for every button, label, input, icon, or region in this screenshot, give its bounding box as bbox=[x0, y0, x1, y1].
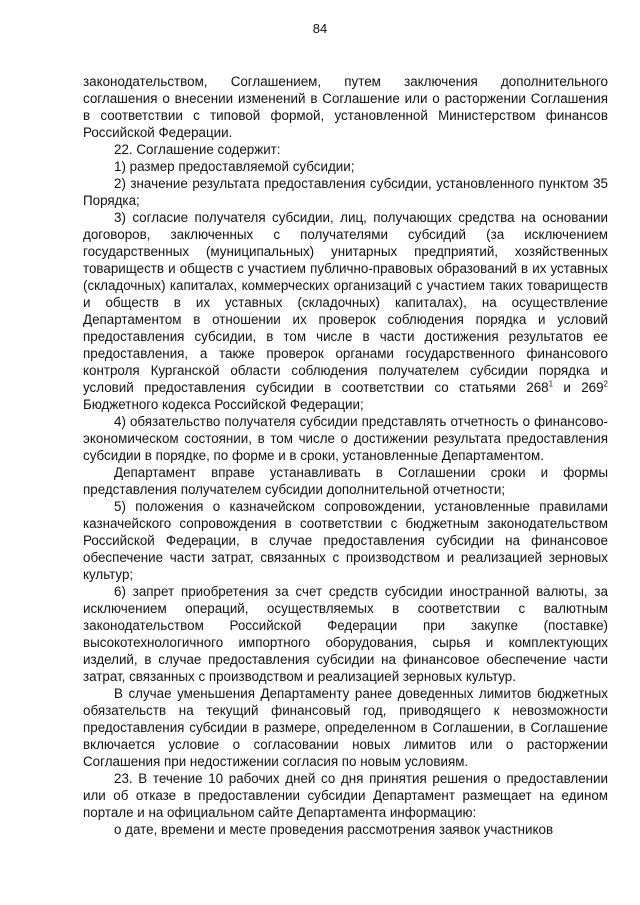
paragraph-item-2: 2) значение результата предоставления субсидии, установленного пунктом 35 Порядка; bbox=[83, 176, 608, 208]
paragraph-clause-22: 22. Соглашение содержит: bbox=[114, 142, 281, 157]
document-body bbox=[83, 73, 608, 838]
item-3-tail: Бюджетного кодекса Российской Федерации; bbox=[83, 397, 364, 412]
paragraph-info-date: о дате, времени и месте проведения рассмотрения заявок участников bbox=[114, 822, 554, 837]
paragraph-item-1: 1) размер предоставляемой субсидии; bbox=[114, 159, 355, 174]
item-3-text: 3) согласие получателя субсидии, лиц, получающих средства на основании договоров, заключенных с получателями субсидий (за исключением государственных (муниципальных) унитарных предприятий, хозяйственных товариществ и обществ с участием публично-правовых образований в их уставных (складочных) капиталах, коммерческих организаций с участием таких товариществ и обществ в их уставных (складочных) капиталах), на осуществление Департаментом в отношении их проверок соблюдения порядка и условий предоставления субсидии, в том числе в части достижения результатов ее предоставления, а также проверок органами государственного финансового контроля Курганской области соблюдения получателем субсидии порядка и условий предоставления субсидии в соответствии со статьями 268 bbox=[83, 210, 608, 395]
paragraph-item-4: 4) обязательство получателя субсидии представлять отчетность о финансово-экономическом состоянии, в том числе о достижении результата предоставления субсидии в порядке, по форме и в сроки, установленные Департаментом. bbox=[83, 414, 608, 463]
paragraph-clause-23: 23. В течение 10 рабочих дней со дня принятия решения о предоставлении или об отказе в предоставлении субсидии Департамент размещает на едином портале и на официальном сайте Департамента информацию: bbox=[83, 771, 608, 820]
paragraph-limits-reduction: В случае уменьшения Департаменту ранее доведенных лимитов бюджетных обязательств на текущий финансовый год, приводящего к невозможности предоставления субсидии в размере, определенном в Соглашении, в Соглашение включается условие о согласовании новых лимитов или о расторжении Соглашения при недостижении согласия по новым условиям. bbox=[83, 686, 608, 769]
paragraph-item-5: 5) положения о казначейском сопровождении, установленные правилами казначейского сопровождения в соответствии с бюджетным законодательством Российской Федерации, в случае предоставления субсидии на финансовое обеспечение части затрат, связанных с производством и реализацией зерновых культур; bbox=[83, 499, 608, 582]
page-number: 84 bbox=[312, 21, 328, 36]
paragraph-reporting-forms: Департамент вправе устанавливать в Соглашении сроки и формы представления получателем субсидии дополнительной отчетности; bbox=[83, 465, 608, 497]
superscript-1: 1 bbox=[548, 379, 554, 389]
paragraph-item-6: 6) запрет приобретения за счет средств субсидии иностранной валюты, за исключением операций, осуществляемых в соответствии с валютным законодательством Российской Федерации при закупке (поставке) высокотехнологичного импортного оборудования, сырья и комплектующих изделий, в случае предоставления субсидии на финансовое обеспечение части затрат, связанных с производством и реализацией зерновых культур. bbox=[83, 584, 608, 684]
superscript-2: 2 bbox=[603, 379, 608, 389]
paragraph-item-3 bbox=[83, 209, 608, 413]
item-3-mid: и 269 bbox=[553, 380, 604, 395]
paragraph-continuation: законодательством, Соглашением, путем заключения дополнительного соглашения о внесении изменений в Соглашение или о расторжении Соглашения в соответствии с типовой формой, установленной Министерством финансов Российской Федерации. bbox=[83, 74, 608, 140]
